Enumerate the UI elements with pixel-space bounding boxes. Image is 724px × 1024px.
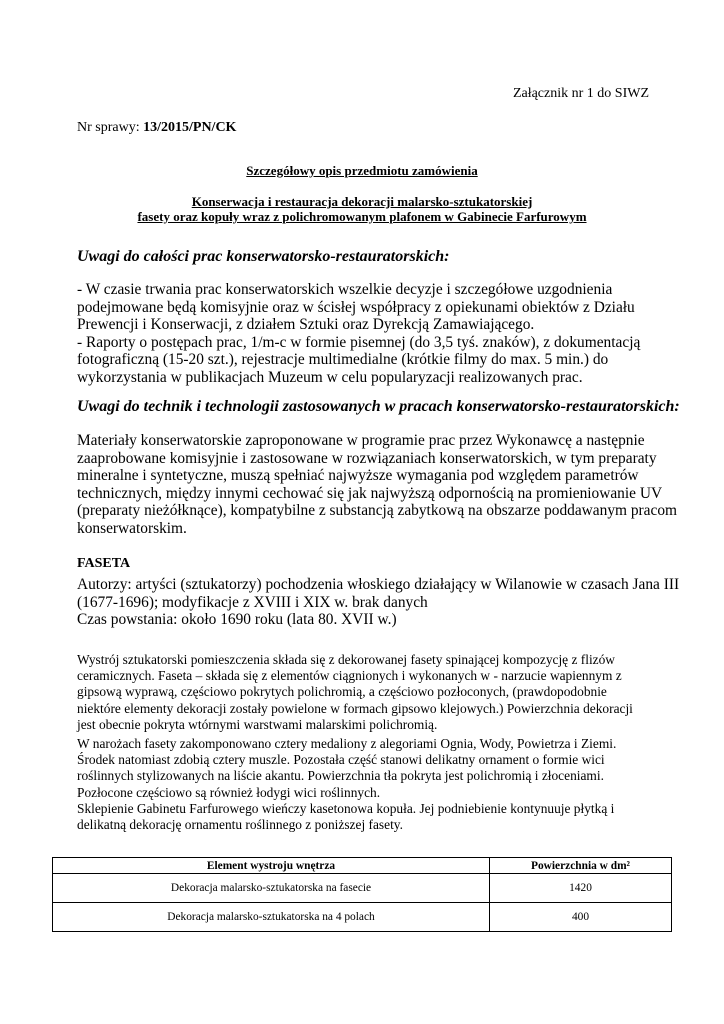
paragraph-line: Wystrój sztukatorski pomieszczenia składa się z dekorowanej fasety spinającej kompozycję z flizów (77, 652, 615, 667)
section1-line: - Raporty o postępach prac, 1/m-c w formie pisemnej (do 3,5 tyś. znaków), z dokumentacją (77, 333, 641, 351)
faseta-paragraph-1 (77, 652, 657, 733)
cell-element: Dekoracja malarsko-sztukatorska na 4 polach (53, 903, 490, 932)
case-number-line (77, 120, 236, 136)
paragraph-line: ceramicznych. Faseta – składa się z elementów ciągnionych i wykonanych w - narzucie wapiennym z (77, 668, 622, 684)
section1-line: Prewencji i Konserwacji, z działem Sztuki oraz Dyrekcją Zamawiającego. (77, 316, 535, 334)
paragraph-line: Pozłocone częściowo są również łodygi wici roślinnych. (77, 784, 381, 800)
section1-heading: Uwagi do całości prac konserwatorsko-restauratorskich: (77, 248, 450, 265)
header-element: Element wystroju wnętrza (53, 858, 490, 874)
paragraph-line: gipsową wyprawą, częściowo pokrytych polichromią, a częściowo pozłoconych, (prawdopodobnie (77, 684, 607, 700)
section1-body (77, 281, 657, 387)
section2-line: zaaprobowane komisyjnie i zastosowane w rozwiązaniach konserwatorskich, w tym preparaty (77, 449, 657, 467)
paragraph-line: Sklepienie Gabinetu Farfurowego wieńczy kasetonowa kopuła. Jej podniebienie kontynuuje płytką i (77, 800, 615, 816)
subtitle-line-2: fasety oraz kopuły wraz z polichromowanym plafonem w Gabinecie Farfurowym (137, 209, 587, 224)
case-number: 13/2015/PN/CK (143, 120, 237, 135)
section2-line: (preparaty nieżółknące), kompatybilne z substancją zabytkową na obszarze poddawanym pracom (77, 502, 677, 520)
section2-heading: Uwagi do technik i technologii zastosowanych w pracach konserwatorsko-restauratorskich: (77, 398, 680, 415)
paragraph-line: Środek natomiast zdobią cztery muszle. Pozostała część stanowi delikatny ornament o formie wici (77, 752, 605, 768)
section2-line: mineralne i syntetyczne, muszą spełniać najwyższe wymagania pod względem parametrów (77, 467, 639, 485)
section1-line: wykorzystania w publikacjach Muzeum w celu popularyzacji realizowanych prac. (77, 368, 583, 386)
section2-line: Materiały konserwatorskie zaproponowane w programie prac przez Wykonawcę a następnie (77, 432, 645, 449)
section2-line: konserwatorskim. (77, 519, 187, 537)
paragraph-line: niektóre elementy dekoracji zostały powielone w formach gipsowo klejowych.) Powierzchnia dekoracji (77, 700, 633, 716)
table-header-row (53, 858, 672, 874)
section2-body (77, 432, 677, 538)
table-row (53, 874, 672, 903)
section1-line: podejmowane będą komisyjnie oraz w ścisłej współpracy z opiekunami obiektów z Działu (77, 298, 635, 316)
case-label: Nr sprawy: (77, 120, 140, 135)
paragraph-line: delikatną dekorację ornamentu roślinnego z poniższej fasety. (77, 817, 403, 833)
document-title: Szczegółowy opis przedmiotu zamówienia (246, 163, 478, 178)
cell-area: 400 (490, 903, 672, 932)
faseta-info-line: Czas powstania: około 1690 roku (lata 80. XVII w.) (77, 611, 397, 629)
faseta-heading: FASETA (77, 556, 131, 571)
surface-area-table (52, 857, 672, 932)
subtitle-line-1: Konserwacja i restauracja dekoracji malarsko-sztukatorskiej (191, 194, 533, 209)
cell-element: Dekoracja malarsko-sztukatorska na fasecie (53, 874, 490, 903)
paragraph-line: roślinnych stylizowanych na liście akantu. Powierzchnia tła pokryta jest polichromią i złoceniami. (77, 768, 604, 784)
faseta-info (77, 576, 680, 629)
section1-line: - W czasie trwania prac konserwatorskich wszelkie decyzje i szczegółowe uzgodnienia (77, 281, 613, 298)
paragraph-line: jest obecnie pokryta wtórnymi warstwami malarskimi polichromią. (77, 716, 438, 732)
cell-area: 1420 (490, 874, 672, 903)
section1-line: fotograficzną (15-20 szt.), rejestracje multimedialne (krótkie filmy do max. 5 min.) do (77, 351, 609, 369)
paragraph-line: W narożach fasety zakomponowano cztery medaliony z alegoriami Ognia, Wody, Powietrza i Ziemi. (77, 736, 617, 751)
annex-label: Załącznik nr 1 do SIWZ (512, 86, 649, 101)
faseta-info-line: (1677-1696); modyfikacje z XVIII i XIX w. brak danych (77, 593, 428, 611)
section2-line: technicznych, między innymi cechować się jak najwyższą odpornością na promieniowanie UV (77, 484, 663, 502)
faseta-info-line: Autorzy: artyści (sztukatorzy) pochodzenia włoskiego działający w Wilanowie w czasach Jana III (77, 576, 680, 593)
table-row (53, 903, 672, 932)
header-area: Powierzchnia w dm² (490, 858, 672, 874)
faseta-paragraph-2 (77, 736, 657, 833)
